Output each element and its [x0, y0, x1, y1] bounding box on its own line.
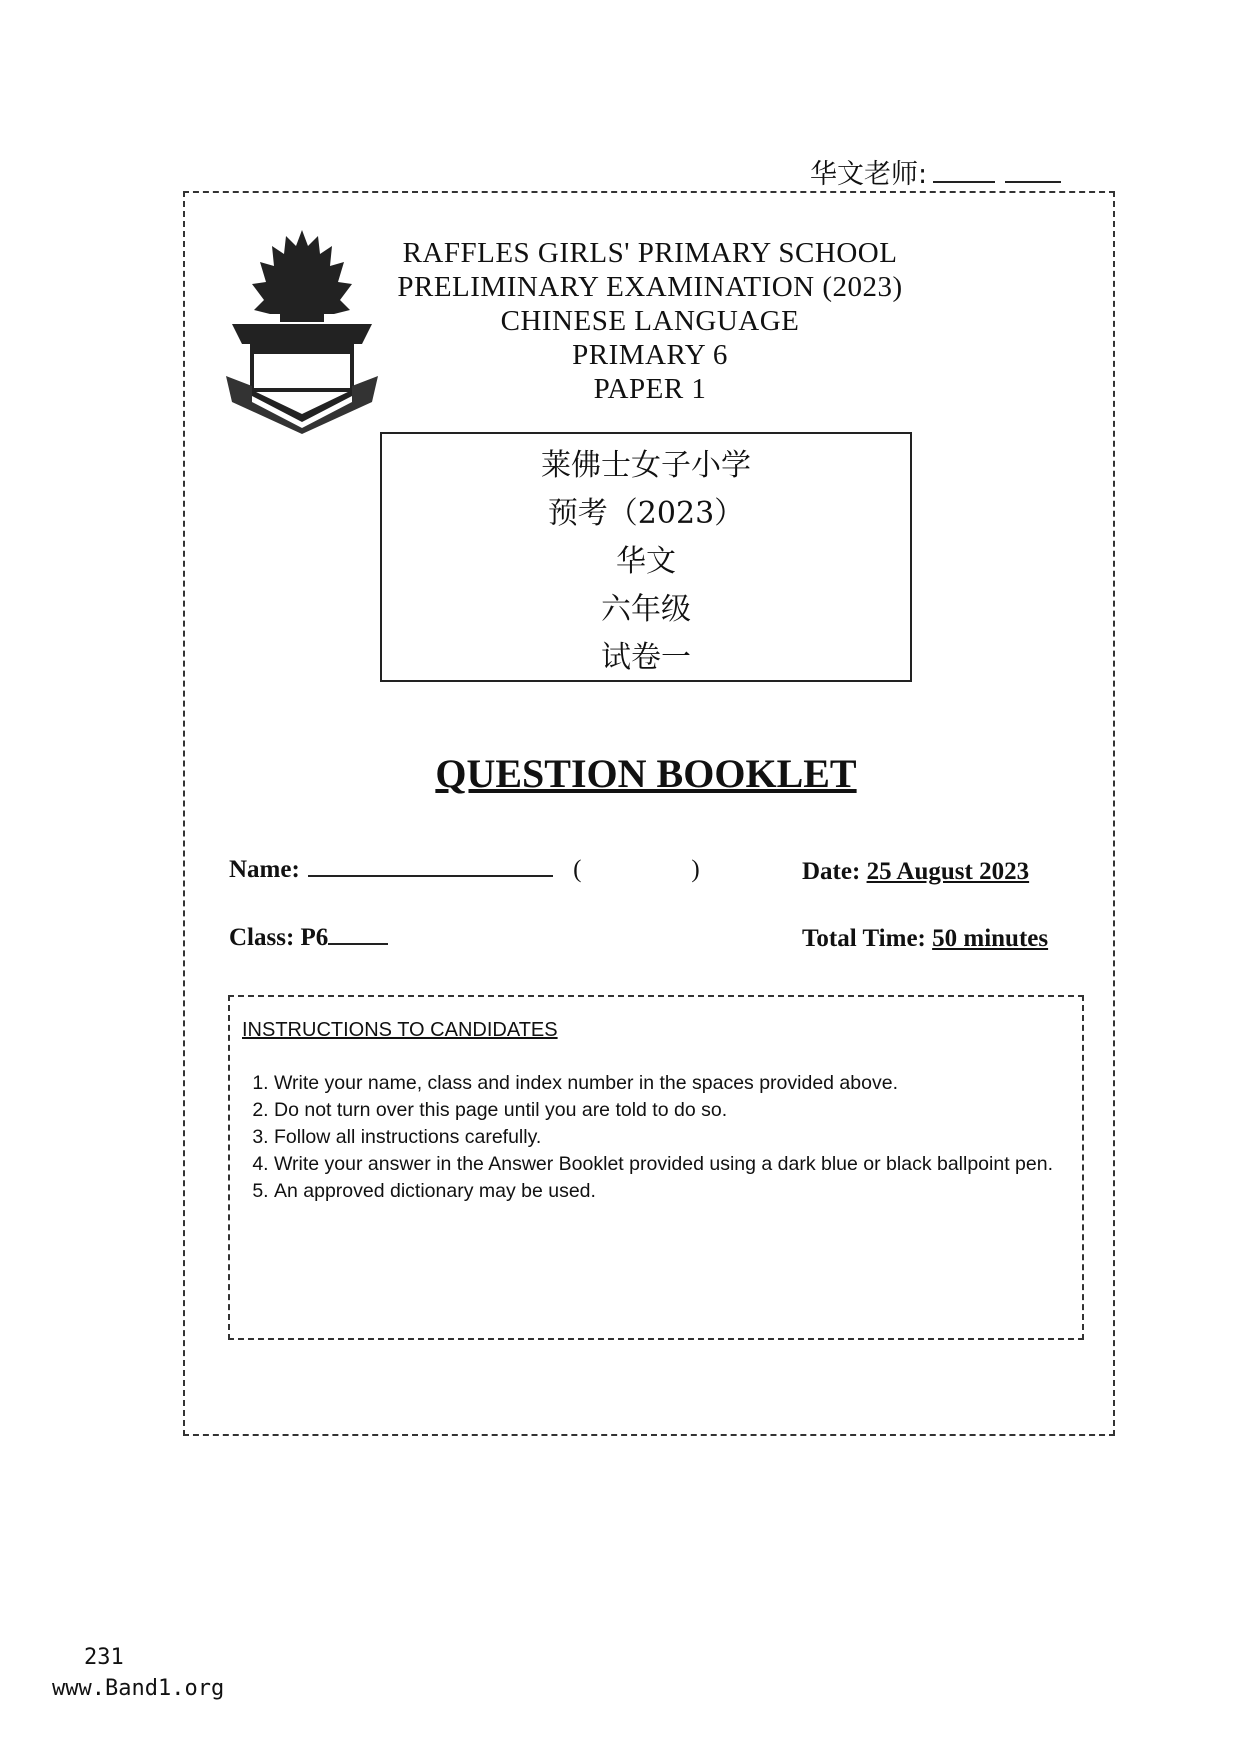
time-value: 50 minutes — [932, 925, 1049, 952]
class-blank — [328, 943, 388, 945]
website-footer: www.Band1.org — [52, 1676, 225, 1701]
school-header — [385, 236, 915, 406]
instruction-item: 4. Write your answer in the Answer Booklet provided using a dark blue or black ballpoint pen. — [274, 1151, 1064, 1178]
name-field — [229, 856, 700, 884]
total-time-field — [802, 925, 1048, 953]
instruction-item: 3. Follow all instructions carefully. — [274, 1124, 1064, 1151]
chinese-title-box — [380, 432, 912, 682]
teacher-label: 华文老师: — [810, 159, 928, 190]
class-label: Class: P6 — [229, 924, 329, 951]
date-label: Date: — [802, 858, 861, 885]
name-label: Name: — [229, 856, 300, 883]
date-field — [802, 858, 1029, 886]
instructions-box — [228, 995, 1084, 1340]
subject-name: CHINESE LANGUAGE — [500, 305, 800, 337]
cn-school-name: 莱佛士女子小学 — [541, 448, 751, 483]
index-number-field — [573, 856, 700, 883]
cn-level: 六年级 — [601, 592, 691, 627]
paren-open: ( — [573, 856, 582, 883]
instructions-list — [242, 1070, 1064, 1205]
instruction-item: 2. Do not turn over this page until you are told to do so. — [274, 1097, 1064, 1124]
instructions-title: INSTRUCTIONS TO CANDIDATES — [242, 1019, 558, 1041]
name-blank — [308, 875, 553, 877]
paper-name: PAPER 1 — [593, 373, 707, 405]
page-number: 231 — [84, 1645, 124, 1670]
instruction-item: 1. Write your name, class and index number in the spaces provided above. — [274, 1070, 1064, 1097]
class-field — [229, 924, 388, 952]
instruction-item: 5. An approved dictionary may be used. — [274, 1178, 1064, 1205]
cn-subject: 华文 — [616, 544, 676, 579]
school-crest-icon — [222, 226, 382, 436]
school-name: RAFFLES GIRLS' PRIMARY SCHOOL — [402, 237, 898, 269]
cn-paper: 试卷一 — [601, 640, 691, 675]
teacher-field — [810, 152, 1061, 191]
date-value: 25 August 2023 — [866, 858, 1030, 885]
exam-name: PRELIMINARY EXAMINATION (2023) — [397, 271, 903, 303]
booklet-title: QUESTION BOOKLET — [435, 751, 857, 796]
paren-close: ) — [691, 856, 700, 883]
level-name: PRIMARY 6 — [572, 339, 728, 371]
teacher-blank — [933, 181, 995, 183]
time-label: Total Time: — [802, 925, 926, 952]
teacher-blank-2 — [1005, 181, 1061, 183]
cn-exam-name: 预考（2023） — [547, 496, 745, 531]
